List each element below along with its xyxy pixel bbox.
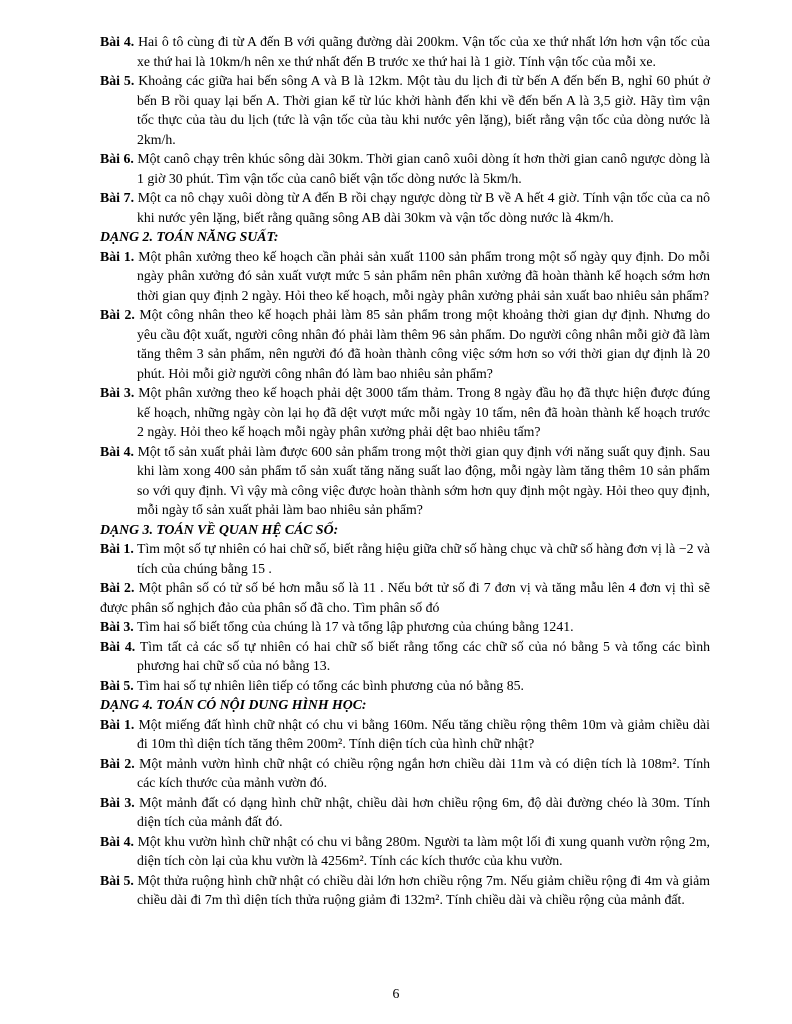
problem-item: [100, 871, 710, 910]
problem-item: [100, 715, 710, 754]
problem-label: Bài 6.: [100, 151, 134, 166]
problem-label: Bài 2.: [100, 755, 135, 771]
problem-item: [100, 442, 710, 520]
problem-label: Bài 4.: [100, 638, 136, 654]
problem-item: [100, 539, 710, 578]
problem-list: [100, 32, 710, 910]
problem-label: Bài 3.: [100, 385, 135, 400]
problem-text: Một miếng đất hình chữ nhật có chu vi bằng 160m. Nếu tăng chiều rộng thêm 10m và giảm chiều dài đi 10m thì diện tích tăng thêm 200m². Tính diện tích của hình chữ nhật?: [137, 716, 711, 751]
problem-text: Hai ô tô cùng đi từ A đến B với quãng đường dài 200km. Vận tốc của xe thứ nhất lớn hơn vận tốc của xe thứ hai là 10km/h nên xe thứ nhất đến B trước xe thứ hai là 1 giờ. Tính vận tốc của mỗi xe.: [137, 34, 710, 69]
problem-label: Bài 4.: [100, 443, 134, 459]
section-heading: DẠNG 4. TOÁN CÓ NỘI DUNG HÌNH HỌC:: [100, 697, 367, 712]
problem-item: [100, 832, 710, 871]
problem-label: Bài 5.: [100, 677, 134, 693]
problem-text: Một mảnh đất có dạng hình chữ nhật, chiều dài hơn chiều rộng 6m, độ dài đường chéo là 30m. Tính diện tích của mảnh đất đó.: [137, 794, 711, 829]
problem-text: Một phân xưởng theo kế hoạch phải dệt 3000 tấm thảm. Trong 8 ngày đầu họ đã thực hiện được đúng kế hoạch, những ngày còn lại họ đã dệt vượt mức mỗi ngày 10 tấm, nên đã hoàn thành kế hoạch trước 2 ngày. Hỏi theo kế hoạch mỗi ngày phân xưởng phải dệt bao nhiêu tấm?: [137, 385, 710, 439]
problem-text: Khoảng các giữa hai bến sông A và B là 12km. Một tàu du lịch đi từ bến A đến bến B, nghỉ 60 phút ở bến B rồi quay lại bến A. Thời gian kể từ lúc khởi hành đến khi về đến bến A là 3,5 giờ. Hãy tìm vận tốc thực của tàu du lịch (tức là vận tốc của tàu khi nước yên lặng), biết rằng vận tốc của dòng nước là 2km/h.: [137, 73, 711, 147]
problem-label: Bài 1.: [100, 541, 134, 556]
problem-text: Tìm một số tự nhiên có hai chữ số, biết rằng hiệu giữa chữ số hàng chục và chữ số hàng đơn vị là −2 và tích của chúng bằng 15 .: [137, 541, 711, 576]
problem-text: Một canô chạy trên khúc sông dài 30km. Thời gian canô xuôi dòng ít hơn thời gian canô ngược dòng là 1 giờ 30 phút. Tìm vận tốc của canô biết vận tốc dòng nước là 5km/h.: [137, 151, 711, 186]
problem-item: [100, 71, 710, 149]
problem-label: Bài 1.: [100, 716, 135, 732]
problem-item: [100, 793, 710, 832]
problem-item: [100, 32, 710, 71]
problem-item: [100, 637, 710, 676]
problem-item: [100, 676, 710, 696]
problem-label: Bài 5.: [100, 73, 135, 88]
problem-item: [100, 188, 710, 227]
problem-label: Bài 3.: [100, 794, 135, 810]
problem-text: Một mảnh vườn hình chữ nhật có chiều rộng ngắn hơn chiều dài 11m và có diện tích là 108m². Tính các kích thước của mảnh vườn đó.: [137, 755, 711, 790]
problem-text: Một khu vườn hình chữ nhật có chu vi bằng 280m. Người ta làm một lối đi xung quanh vườn rộng 2m, diện tích còn lại của khu vườn là 4256m². Tính các kích thước của khu vườn.: [137, 833, 711, 868]
problem-text: Một phân xưởng theo kế hoạch cần phải sản xuất 1100 sản phẩm trong một số ngày quy định. Do mỗi ngày phân xưởng đó sản xuất vượt mức 5 sản phẩm nên phân xưởng đã hoàn thành kế hoạch sớm hơn thời gian quy định 2 ngày. Hỏi theo kế hoạch, mỗi ngày phân xưởng phải sản xuất bao nhiêu sản phẩm?: [137, 248, 710, 303]
problem-text: Một tổ sản xuất phải làm được 600 sản phẩm trong một thời gian quy định với năng suất quy định. Sau khi làm xong 400 sản phẩm tổ sản xuất tăng năng suất lao động, mỗi ngày làm tăng thêm 10 sản phẩm so với quy định. Vì vậy mà công việc được hoàn thành sớm hơn quy định một ngày. Hỏi theo quy định, mỗi ngày tổ sản xuất phải làm bao nhiêu sản phẩm?: [137, 443, 710, 517]
problem-item: [100, 247, 710, 306]
problem-item: [100, 149, 710, 188]
problem-item: [100, 578, 710, 617]
problem-label: Bài 2.: [100, 307, 135, 322]
problem-item: [100, 383, 710, 442]
problem-item: [100, 617, 710, 637]
problem-item: [100, 305, 710, 383]
section-heading: DẠNG 2. TOÁN NĂNG SUẤT:: [100, 229, 279, 244]
problem-label: Bài 4.: [100, 34, 135, 49]
problem-text: Một công nhân theo kế hoạch phải làm 85 sản phẩm trong một khoảng thời gian dự định. Nhưng do yêu cầu đột xuất, người công nhân đó phải làm thêm 96 sản phẩm. Do người công nhân mỗi giờ đã làm tăng thêm 3 sản phẩm, nên người đó đã hoàn thành công việc sớm hơn so với thời gian dự định là 20 phút. Hỏi mỗi giờ người công nhân đó làm bao nhiêu sản phẩm?: [137, 307, 711, 381]
section-heading: DẠNG 3. TOÁN VỀ QUAN HỆ CÁC SỐ:: [100, 521, 339, 537]
problem-label: Bài 7.: [100, 190, 135, 205]
problem-label: Bài 5.: [100, 872, 134, 888]
problem-item: [100, 754, 710, 793]
problem-text: Tìm tất cả các số tự nhiên có hai chữ số biết rằng tổng các chữ số của nó bằng 5 và tổng các bình phương hai chữ số của nó bằng 13.: [137, 638, 711, 673]
problem-text: Tìm hai số biết tổng của chúng là 17 và tổng lập phương của chúng bằng 1241.: [136, 619, 574, 634]
problem-label: Bài 1.: [100, 248, 135, 264]
problem-text: Một ca nô chạy xuôi dòng từ A đến B rồi chạy ngược dòng từ B về A hết 4 giờ. Tính vận tốc của ca nô khi nước yên lặng, biết rằng quãng sông AB dài 30km và vận tốc dòng nước là 4km/h.: [137, 190, 710, 225]
problem-label: Bài 4.: [100, 833, 134, 849]
page-number: 6: [392, 986, 400, 1001]
problem-label: Bài 2.: [100, 580, 135, 595]
problem-label: Bài 3.: [100, 619, 134, 634]
problem-text: Tìm hai số tự nhiên liên tiếp có tổng các bình phương của nó bằng 85.: [136, 677, 524, 693]
problem-text: Một phân số có tử số bé hơn mẫu số là 11 . Nếu bớt tử số đi 7 đơn vị và tăng mẫu lên 4 đơn vị thì sẽ được phân số nghịch đảo của phân số đã cho. Tìm phân số đó: [100, 580, 711, 615]
problem-text: Một thửa ruộng hình chữ nhật có chiều dài lớn hơn chiều rộng 7m. Nếu giảm chiều rộng đi 4m và giảm chiều dài đi 7m thì diện tích thửa ruộng giảm đi 132m². Tính chiều dài và chiều rộng của mảnh đất.: [137, 872, 710, 907]
